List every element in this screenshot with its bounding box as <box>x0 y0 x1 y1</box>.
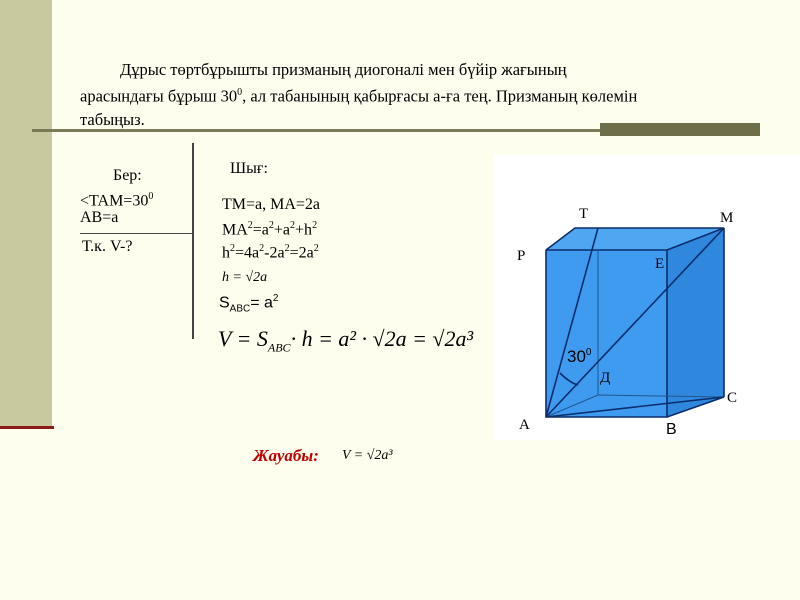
s3b: =4a <box>235 244 260 262</box>
s3d: =2a <box>289 244 314 262</box>
label-C: C <box>727 390 738 406</box>
prism-svg <box>494 155 800 440</box>
s3e2: 2 <box>259 243 265 254</box>
volume-formula <box>218 326 473 355</box>
prism-figure <box>494 155 800 440</box>
s2d: +h <box>295 221 313 239</box>
solution-step-3 <box>222 238 319 263</box>
answer-label: Жауабы: <box>253 446 319 465</box>
problem-statement <box>80 58 770 131</box>
s2a: MA <box>222 221 248 239</box>
height-formula: h = √2a <box>222 270 268 285</box>
left-decor-bar <box>0 0 52 426</box>
solution-step-2 <box>222 215 317 240</box>
s3a: h <box>222 244 230 262</box>
solution-step-1: TM=a, MA=2a <box>222 196 321 213</box>
given-angle-degree: 0 <box>148 191 154 202</box>
s2e1: 2 <box>247 220 253 231</box>
given-title: Бер: <box>113 167 142 184</box>
sbase-s: S <box>219 294 230 312</box>
problem-line-1: Дұрыс төртбұрышты призманың диогоналі мен бүйір жағының <box>120 60 567 79</box>
s2e2: 2 <box>268 220 274 231</box>
s3e3: 2 <box>284 243 290 254</box>
s2b: =a <box>252 221 269 239</box>
s3c: -2a <box>264 244 285 262</box>
sbase-sub: ABC <box>229 303 251 315</box>
sbase-eq: = a <box>250 294 273 312</box>
base-area <box>219 293 278 315</box>
sbase-sup: 2 <box>272 293 279 304</box>
label-D: Д <box>600 370 611 386</box>
problem-degree: 0 <box>237 87 243 98</box>
s2e4: 2 <box>312 220 318 231</box>
answer-value: V = √2a³ <box>342 448 393 463</box>
left-decor-underline <box>0 426 54 429</box>
solution-title: Шығ: <box>230 160 268 177</box>
vol-sub: ABC <box>267 340 291 355</box>
problem-line-3: табыңыз. <box>80 109 145 129</box>
s2c: +a <box>273 221 291 239</box>
label-M: M <box>720 210 734 226</box>
s2e3: 2 <box>290 220 296 231</box>
problem-line-2b: , ал табанының қабырғасы а-ға тең. Призманың көлемін <box>242 86 638 106</box>
prism-front-face <box>546 250 667 417</box>
divider-block <box>600 123 760 136</box>
label-E: E <box>655 256 665 272</box>
given-find: Т.к. V-? <box>82 238 133 255</box>
label-T: T <box>579 206 589 222</box>
label-A: A <box>519 417 530 433</box>
prism-side-face <box>667 228 724 417</box>
label-B: B <box>666 421 677 438</box>
s3e1: 2 <box>230 243 235 254</box>
angle-value: 30 <box>567 347 586 366</box>
table-horizontal-rule <box>80 233 194 234</box>
label-P: P <box>517 248 526 264</box>
given-side: AB=a <box>80 209 119 226</box>
given-angle-text: <TAM=30 <box>80 192 149 210</box>
vol-rest: · h = a² · √2a = √2a³ <box>290 326 474 351</box>
s3e4: 2 <box>313 243 319 254</box>
angle-degree: 0 <box>585 347 592 358</box>
problem-line-2a: арасындағы бұрыш 30 <box>80 86 238 106</box>
table-vertical-rule <box>192 143 194 339</box>
vol-a: V = S <box>218 326 268 351</box>
